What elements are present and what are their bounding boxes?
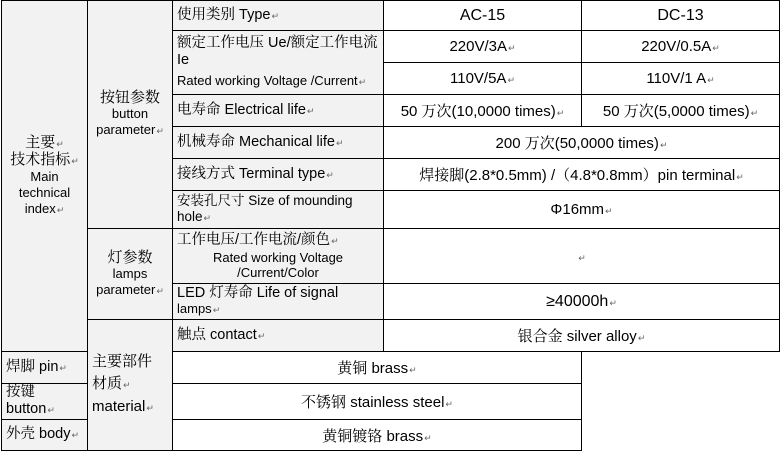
dc-header-cell — [582, 1, 780, 31]
mechanical-value-cell: 200 万次(50,0000 times)↵ — [384, 127, 780, 159]
main-en2: technical — [18, 184, 71, 200]
ac-electrical-cell: 50 万次(10,0000 times)↵ — [384, 95, 582, 127]
main-zh2: 技术指标 — [10, 150, 71, 168]
ac-110-value: 110V/5A — [450, 70, 507, 87]
mechanical-label: 机械寿命 Mechanical life — [177, 133, 335, 150]
terminal-value-cell: 焊接脚(2.8*0.5mm) /（4.8*0.8mm）pin terminal↵ — [384, 159, 780, 191]
dc-220-cell: 220V/0.5A↵ — [582, 31, 780, 63]
hole-value-cell: Φ16mm↵ — [384, 191, 780, 229]
main-index-cell: 主要↵ 技术指标↵ Main technical index↵ — [2, 1, 88, 352]
pin-label: 焊脚 pin — [6, 358, 59, 375]
lamps-zh: 灯参数 — [107, 248, 153, 266]
button-part-label: 按键 button — [6, 384, 47, 417]
ac-header: AC-15 — [459, 6, 506, 24]
material-cell: 主要部件 材质↵ material↵ — [88, 320, 173, 451]
contact-value-cell: 银合金 silver alloy↵ — [384, 320, 780, 352]
spec-table — [1, 0, 780, 451]
lamp-voltage-label-en2: /Current/Color — [237, 265, 319, 280]
hole-value: Φ16mm — [550, 201, 605, 218]
body-label: 外壳 body — [6, 426, 71, 442]
lamp-life-value: ≥40000h — [546, 292, 609, 310]
rated-label-en: Rated working Voltage /Current — [177, 73, 358, 88]
type-row — [2, 1, 780, 31]
pin-value-cell: 黄铜 brass↵ — [173, 352, 582, 384]
material-en: material — [92, 398, 146, 415]
ac-electrical-value: 50 万次(10,0000 times) — [400, 103, 556, 120]
hole-label-cell: 安装孔尺寸 Size of mounding hole↵ — [173, 191, 384, 229]
contact-label: 触点 contact — [177, 326, 257, 343]
lamps-en1: lamps — [112, 265, 148, 281]
electrical-label-cell: 电寿命 Electrical life↵ — [173, 95, 384, 127]
dc-electrical-cell: 50 万次(5,0000 times)↵ — [582, 95, 780, 127]
rated-label-cell: 额定工作电压 Ue/额定工作电流 Ie Rated working Voltage /Current↵ — [173, 31, 384, 95]
button-zh: 按钮参数 — [99, 89, 160, 106]
lamp-life-label-zh: LED 灯寿命 Life of signal — [177, 285, 339, 301]
ac-header-cell — [384, 1, 582, 31]
contact-row — [2, 320, 780, 352]
lamp-life-value-cell: ≥40000h↵ — [384, 284, 780, 320]
lamp-voltage-value-cell: ↵ — [384, 229, 780, 284]
terminal-value: 焊接脚(2.8*0.5mm) /（4.8*0.8mm）pin terminal — [419, 167, 736, 184]
pin-value: 黄铜 brass — [337, 360, 409, 377]
lamps-en2: parameter — [96, 281, 156, 297]
body-label-cell: 外壳 body↵ — [2, 420, 88, 451]
type-label: 使用类别 Type — [177, 6, 271, 23]
button-part-value-cell: 不锈钢 stainless steel↵ — [173, 384, 582, 420]
ac-110-cell: 110V/5A↵ — [384, 63, 582, 95]
dc-110-cell: 110V/1 A↵ — [582, 63, 780, 95]
button-part-label-cell: 按键 button↵ — [2, 384, 88, 420]
contact-value: 银合金 silver alloy — [517, 328, 637, 345]
lamp-voltage-label-cell: 工作电压/工作电流/颜色↵ Rated working Voltage /Current/Color — [173, 229, 384, 284]
main-zh1: 主要 — [25, 133, 56, 151]
button-parameter-cell: 按钮参数 button parameter↵ — [88, 1, 173, 229]
button-en2: parameter — [96, 122, 156, 137]
material-zh1: 主要部件 — [92, 353, 153, 370]
pin-label-cell: 焊脚 pin↵ — [2, 352, 88, 384]
dc-electrical-value: 50 万次(5,0000 times) — [602, 103, 750, 120]
material-zh2: 材质 — [92, 375, 123, 392]
terminal-label-cell: 接线方式 Terminal type↵ — [173, 159, 384, 191]
body-value: 黄铜镀铬 brass — [322, 427, 424, 445]
dc-header: DC-13 — [657, 6, 704, 24]
rated-label-zh: 额定工作电压 Ue/额定工作电流 Ie — [177, 35, 378, 68]
lamp-voltage-label-en1: Rated working Voltage — [212, 250, 344, 265]
type-label-cell: 使用类别 Type↵ — [173, 1, 384, 31]
electrical-label: 电寿命 Electrical life — [177, 101, 306, 118]
button-part-value: 不锈钢 stainless steel — [301, 394, 445, 411]
lamp-life-label-en: lamps — [177, 301, 212, 316]
lamp-voltage-row — [2, 229, 780, 284]
mechanical-value: 200 万次(50,0000 times) — [495, 135, 659, 152]
lamp-voltage-label-zh: 工作电压/工作电流/颜色 — [177, 232, 331, 248]
terminal-label: 接线方式 Terminal type — [177, 165, 326, 182]
main-en3: index — [24, 200, 56, 216]
mechanical-label-cell: 机械寿命 Mechanical life↵ — [173, 127, 384, 159]
body-value-cell: 黄铜镀铬 brass↵ — [173, 420, 582, 451]
ac-220-cell: 220V/3A↵ — [384, 31, 582, 63]
dc-220-value: 220V/0.5A — [641, 38, 712, 55]
ac-220-value: 220V/3A — [449, 38, 507, 55]
contact-label-cell: 触点 contact↵ — [173, 320, 384, 352]
main-en1: Main — [30, 168, 59, 184]
lamps-parameter-cell: 灯参数 lamps parameter↵ — [88, 229, 173, 320]
hole-label: 安装孔尺寸 Size of mounding hole — [177, 193, 353, 224]
lamp-life-label-cell: LED 灯寿命 Life of signal lamps↵ — [173, 284, 384, 320]
button-en1: button — [111, 106, 149, 121]
dc-110-value: 110V/1 A — [646, 70, 707, 87]
